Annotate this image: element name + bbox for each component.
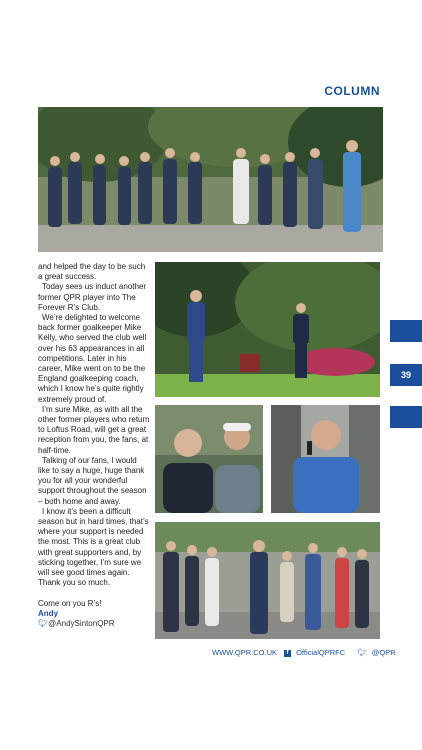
- paragraph: Today sees us induct another former QPR player into The Forever R’s Club.: [38, 282, 147, 312]
- page-number: 39: [390, 364, 422, 386]
- facebook-link[interactable]: f OfficialQPRFC: [284, 648, 350, 657]
- twitter-icon: 🐦︎: [38, 618, 49, 628]
- two-men-photo: [155, 405, 263, 513]
- author-name: Andy: [38, 608, 58, 618]
- paragraph: Talking of our fans, I would like to say a huge, huge thank you for all your wonderful support throughout the season – both home and away.: [38, 455, 147, 506]
- section-title: COLUMN: [324, 84, 380, 98]
- event-room-photo: [155, 522, 380, 639]
- article-body: [38, 262, 150, 629]
- side-tab: [390, 406, 422, 428]
- paragraph: and helped the day to be such a great success.: [38, 262, 146, 282]
- website-link[interactable]: WWW.QPR.CO.UK: [212, 648, 277, 657]
- facebook-icon: f: [284, 650, 291, 657]
- group-photo: [38, 107, 383, 252]
- signoff: Come on you R’s!: [38, 598, 102, 608]
- paragraph: We’re delighted to welcome back former goalkeeper Mike Kelly, who served the club well over his 63 appearances in all competitions. Later in his career, Mike went on to be the England goalkeeping coach, which I know he’s quite rightly extremely proud of.: [38, 313, 147, 404]
- side-tab: [390, 320, 422, 342]
- golfer-swing-photo: [155, 262, 380, 397]
- speaker-photo: [271, 405, 380, 513]
- twitter-handle[interactable]: 🐦︎@AndySintonQPR: [38, 618, 115, 628]
- paragraph: I’m sure Mike, as with all the other former players who return to Loftus Road, will get a great reception from you, the fans, at half-time.: [38, 404, 150, 455]
- paragraph: I know it’s been a difficult season but in hard times, that’s where your support is needed the most. This is a great club with great supporters and, by sticking together, I’m sure we will see good times again. Thank you so much.: [38, 506, 149, 588]
- footer: [212, 648, 406, 657]
- twitter-link[interactable]: 🐦︎ @QPR: [357, 648, 396, 657]
- twitter-icon: 🐦︎: [357, 648, 367, 657]
